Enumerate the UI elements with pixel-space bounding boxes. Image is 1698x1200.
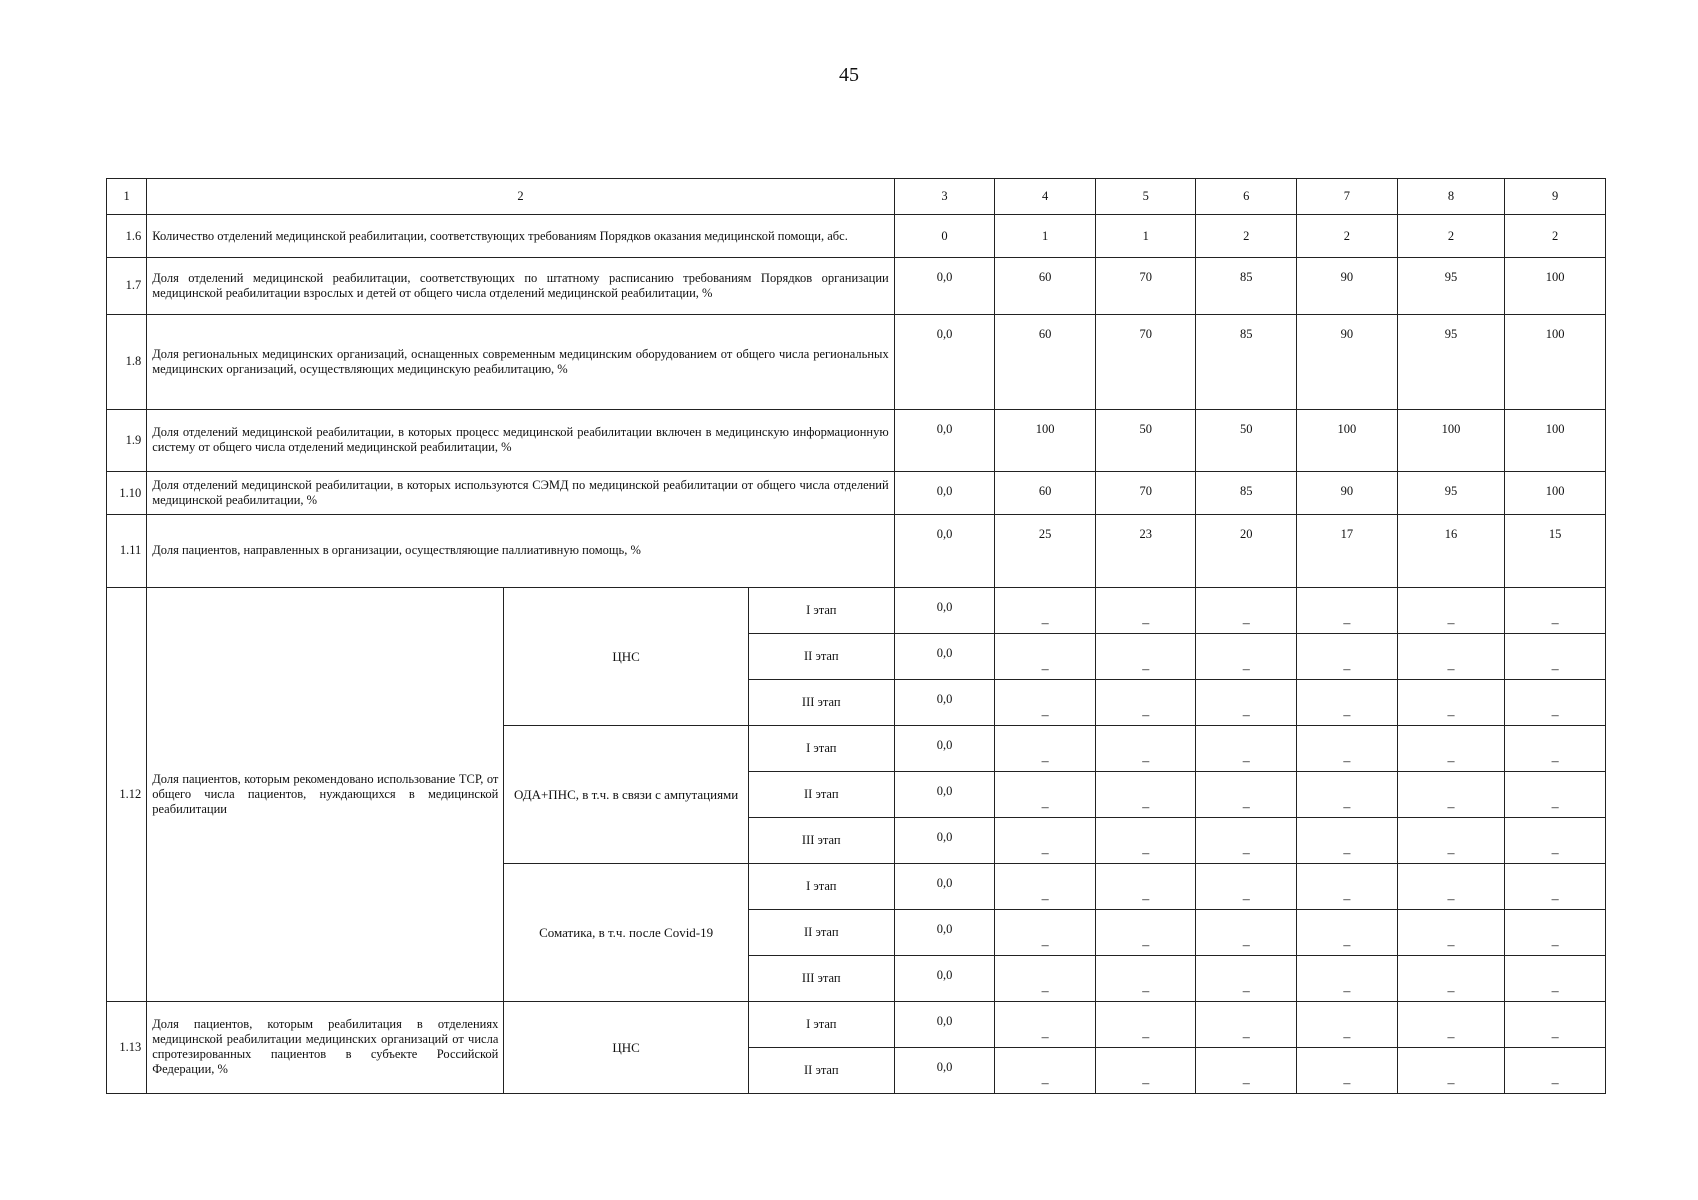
header-cell: 1 [107, 179, 147, 215]
value-cell: – [1397, 679, 1505, 725]
value-cell: 0 [894, 215, 995, 257]
group-label: ЦНС [504, 587, 748, 725]
header-cell: 9 [1505, 179, 1606, 215]
value-cell: – [1505, 679, 1606, 725]
stage-label: II этап [748, 1047, 894, 1093]
value-cell: – [1505, 955, 1606, 1001]
value-cell: – [1095, 909, 1196, 955]
stage-label: II этап [748, 909, 894, 955]
stage-label: I этап [748, 1001, 894, 1047]
value-cell: – [1297, 633, 1398, 679]
table-row [107, 314, 1606, 409]
value-cell: – [1505, 1001, 1606, 1047]
value-cell: 0,0 [894, 863, 995, 909]
value-cell: 100 [1505, 257, 1606, 314]
value-cell: 0,0 [894, 472, 995, 514]
table-row [107, 1001, 1606, 1047]
value-cell: – [1095, 1001, 1196, 1047]
value-cell: 2 [1297, 215, 1398, 257]
value-cell: – [1297, 955, 1398, 1001]
value-cell: – [1095, 863, 1196, 909]
value-cell: 0,0 [894, 679, 995, 725]
value-cell: – [1297, 863, 1398, 909]
header-row [107, 179, 1606, 215]
value-cell: – [1095, 955, 1196, 1001]
value-cell: 70 [1095, 472, 1196, 514]
value-cell: – [1397, 909, 1505, 955]
value-cell: 90 [1297, 257, 1398, 314]
value-cell: 70 [1095, 257, 1196, 314]
value-cell: – [1505, 863, 1606, 909]
value-cell: – [1505, 633, 1606, 679]
header-cell: 6 [1196, 179, 1297, 215]
value-cell: 0,0 [894, 955, 995, 1001]
row-number: 1.6 [107, 215, 147, 257]
row-number: 1.12 [107, 587, 147, 1001]
value-cell: 0,0 [894, 257, 995, 314]
row-number: 1.11 [107, 514, 147, 587]
value-cell: – [1196, 587, 1297, 633]
value-cell: – [1505, 1047, 1606, 1093]
row-description: Доля отделений медицинской реабилитации, в которых используются СЭМД по медицинской реабилитации от общего числа отделений медицинской реабилитации, % [147, 472, 894, 514]
value-cell: – [1196, 771, 1297, 817]
value-cell: – [1505, 909, 1606, 955]
value-cell: – [1297, 1001, 1398, 1047]
value-cell: – [1397, 587, 1505, 633]
value-cell: – [995, 1001, 1096, 1047]
value-cell: – [995, 587, 1096, 633]
value-cell: 50 [1095, 409, 1196, 472]
group-label: ОДА+ПНС, в т.ч. в связи с ампутациями [504, 725, 748, 863]
row-description: Количество отделений медицинской реабилитации, соответствующих требованиям Порядков оказания медицинской помощи, абс. [147, 215, 894, 257]
value-cell: – [1196, 633, 1297, 679]
row-description: Доля пациентов, которым рекомендовано использование ТСР, от общего числа пациентов, нуждающихся в медицинской реабилитации [147, 587, 504, 1001]
value-cell: 0,0 [894, 314, 995, 409]
value-cell: – [995, 633, 1096, 679]
value-cell: – [1095, 817, 1196, 863]
row-number: 1.13 [107, 1001, 147, 1093]
value-cell: 95 [1397, 257, 1505, 314]
value-cell: 100 [1505, 314, 1606, 409]
header-cell: 7 [1297, 179, 1398, 215]
indicator-table [106, 178, 1606, 1094]
value-cell: – [995, 863, 1096, 909]
value-cell: – [1095, 1047, 1196, 1093]
value-cell: 90 [1297, 314, 1398, 409]
value-cell: – [1397, 633, 1505, 679]
value-cell: – [1297, 679, 1398, 725]
value-cell: – [1397, 955, 1505, 1001]
value-cell: – [1196, 955, 1297, 1001]
value-cell: – [995, 955, 1096, 1001]
value-cell: 95 [1397, 314, 1505, 409]
value-cell: 100 [1505, 472, 1606, 514]
value-cell: – [1196, 817, 1297, 863]
stage-label: III этап [748, 679, 894, 725]
row-description: Доля пациентов, которым реабилитация в отделениях медицинской реабилитации медицинских организаций от числа спротезированных пациентов в субъекте Российской Федерации, % [147, 1001, 504, 1093]
value-cell: 2 [1505, 215, 1606, 257]
value-cell: – [995, 679, 1096, 725]
value-cell: – [1397, 817, 1505, 863]
value-cell: 60 [995, 472, 1096, 514]
indicator-table-wrapper [106, 178, 1606, 1094]
value-cell: – [995, 771, 1096, 817]
value-cell: 0,0 [894, 909, 995, 955]
table-row [107, 215, 1606, 257]
value-cell: 100 [1505, 409, 1606, 472]
value-cell: – [1397, 771, 1505, 817]
value-cell: – [1297, 1047, 1398, 1093]
value-cell: 1 [1095, 215, 1196, 257]
page-number: 45 [839, 64, 859, 86]
table-row [107, 587, 1606, 633]
value-cell: – [1505, 587, 1606, 633]
value-cell: – [995, 817, 1096, 863]
row-description: Доля пациентов, направленных в организации, осуществляющие паллиативную помощь, % [147, 514, 894, 587]
row-number: 1.9 [107, 409, 147, 472]
value-cell: – [1505, 771, 1606, 817]
stage-label: III этап [748, 817, 894, 863]
table-row [107, 409, 1606, 472]
stage-label: I этап [748, 863, 894, 909]
row-description: Доля отделений медицинской реабилитации, соответствующих по штатному расписанию требованиям Порядков организации медицинской реабилитации взрослых и детей от общего числа отделений медицинской реабилитации, % [147, 257, 894, 314]
header-cell: 2 [147, 179, 894, 215]
value-cell: 2 [1397, 215, 1505, 257]
header-cell: 3 [894, 179, 995, 215]
value-cell: – [1297, 725, 1398, 771]
stage-label: II этап [748, 633, 894, 679]
table-row [107, 514, 1606, 587]
value-cell: 0,0 [894, 514, 995, 587]
value-cell: – [1196, 1001, 1297, 1047]
value-cell: 0,0 [894, 633, 995, 679]
value-cell: 50 [1196, 409, 1297, 472]
row-description: Доля отделений медицинской реабилитации, в которых процесс медицинской реабилитации включен в медицинскую информационную систему от общего числа отделений медицинской реабилитации, % [147, 409, 894, 472]
value-cell: – [1095, 679, 1196, 725]
value-cell: – [1196, 725, 1297, 771]
header-cell: 5 [1095, 179, 1196, 215]
value-cell: – [995, 725, 1096, 771]
value-cell: 85 [1196, 257, 1297, 314]
value-cell: – [1196, 863, 1297, 909]
value-cell: – [995, 1047, 1096, 1093]
value-cell: – [1196, 909, 1297, 955]
row-number: 1.7 [107, 257, 147, 314]
value-cell: 0,0 [894, 409, 995, 472]
row-number: 1.10 [107, 472, 147, 514]
value-cell: – [1196, 1047, 1297, 1093]
value-cell: 2 [1196, 215, 1297, 257]
value-cell: 85 [1196, 472, 1297, 514]
value-cell: 90 [1297, 472, 1398, 514]
value-cell: 16 [1397, 514, 1505, 587]
row-number: 1.8 [107, 314, 147, 409]
value-cell: 100 [1297, 409, 1398, 472]
value-cell: 23 [1095, 514, 1196, 587]
value-cell: 95 [1397, 472, 1505, 514]
value-cell: – [1397, 1001, 1505, 1047]
row-description: Доля региональных медицинских организаций, оснащенных современным медицинским оборудованием от общего числа региональных медицинских организаций, осуществляющих медицинскую реабилитацию, % [147, 314, 894, 409]
value-cell: 85 [1196, 314, 1297, 409]
value-cell: 100 [995, 409, 1096, 472]
value-cell: – [1297, 817, 1398, 863]
value-cell: 15 [1505, 514, 1606, 587]
value-cell: 60 [995, 257, 1096, 314]
stage-label: II этап [748, 771, 894, 817]
value-cell: – [1297, 909, 1398, 955]
value-cell: 70 [1095, 314, 1196, 409]
header-cell: 4 [995, 179, 1096, 215]
value-cell: – [1297, 587, 1398, 633]
value-cell: – [1505, 817, 1606, 863]
value-cell: – [1397, 725, 1505, 771]
value-cell: 0,0 [894, 587, 995, 633]
table-body [107, 179, 1606, 1094]
value-cell: 0,0 [894, 817, 995, 863]
value-cell: 20 [1196, 514, 1297, 587]
value-cell: 25 [995, 514, 1096, 587]
value-cell: – [995, 909, 1096, 955]
value-cell: – [1095, 633, 1196, 679]
value-cell: 100 [1397, 409, 1505, 472]
value-cell: – [1397, 1047, 1505, 1093]
table-row [107, 472, 1606, 514]
value-cell: – [1505, 725, 1606, 771]
value-cell: – [1397, 863, 1505, 909]
value-cell: 0,0 [894, 771, 995, 817]
value-cell: 0,0 [894, 725, 995, 771]
value-cell: 0,0 [894, 1001, 995, 1047]
table-row [107, 257, 1606, 314]
value-cell: – [1297, 771, 1398, 817]
value-cell: – [1095, 771, 1196, 817]
value-cell: 17 [1297, 514, 1398, 587]
group-label: ЦНС [504, 1001, 748, 1093]
value-cell: 60 [995, 314, 1096, 409]
stage-label: III этап [748, 955, 894, 1001]
value-cell: 1 [995, 215, 1096, 257]
value-cell: – [1196, 679, 1297, 725]
value-cell: – [1095, 725, 1196, 771]
value-cell: 0,0 [894, 1047, 995, 1093]
stage-label: I этап [748, 725, 894, 771]
header-cell: 8 [1397, 179, 1505, 215]
value-cell: – [1095, 587, 1196, 633]
group-label: Соматика, в т.ч. после Covid-19 [504, 863, 748, 1001]
stage-label: I этап [748, 587, 894, 633]
